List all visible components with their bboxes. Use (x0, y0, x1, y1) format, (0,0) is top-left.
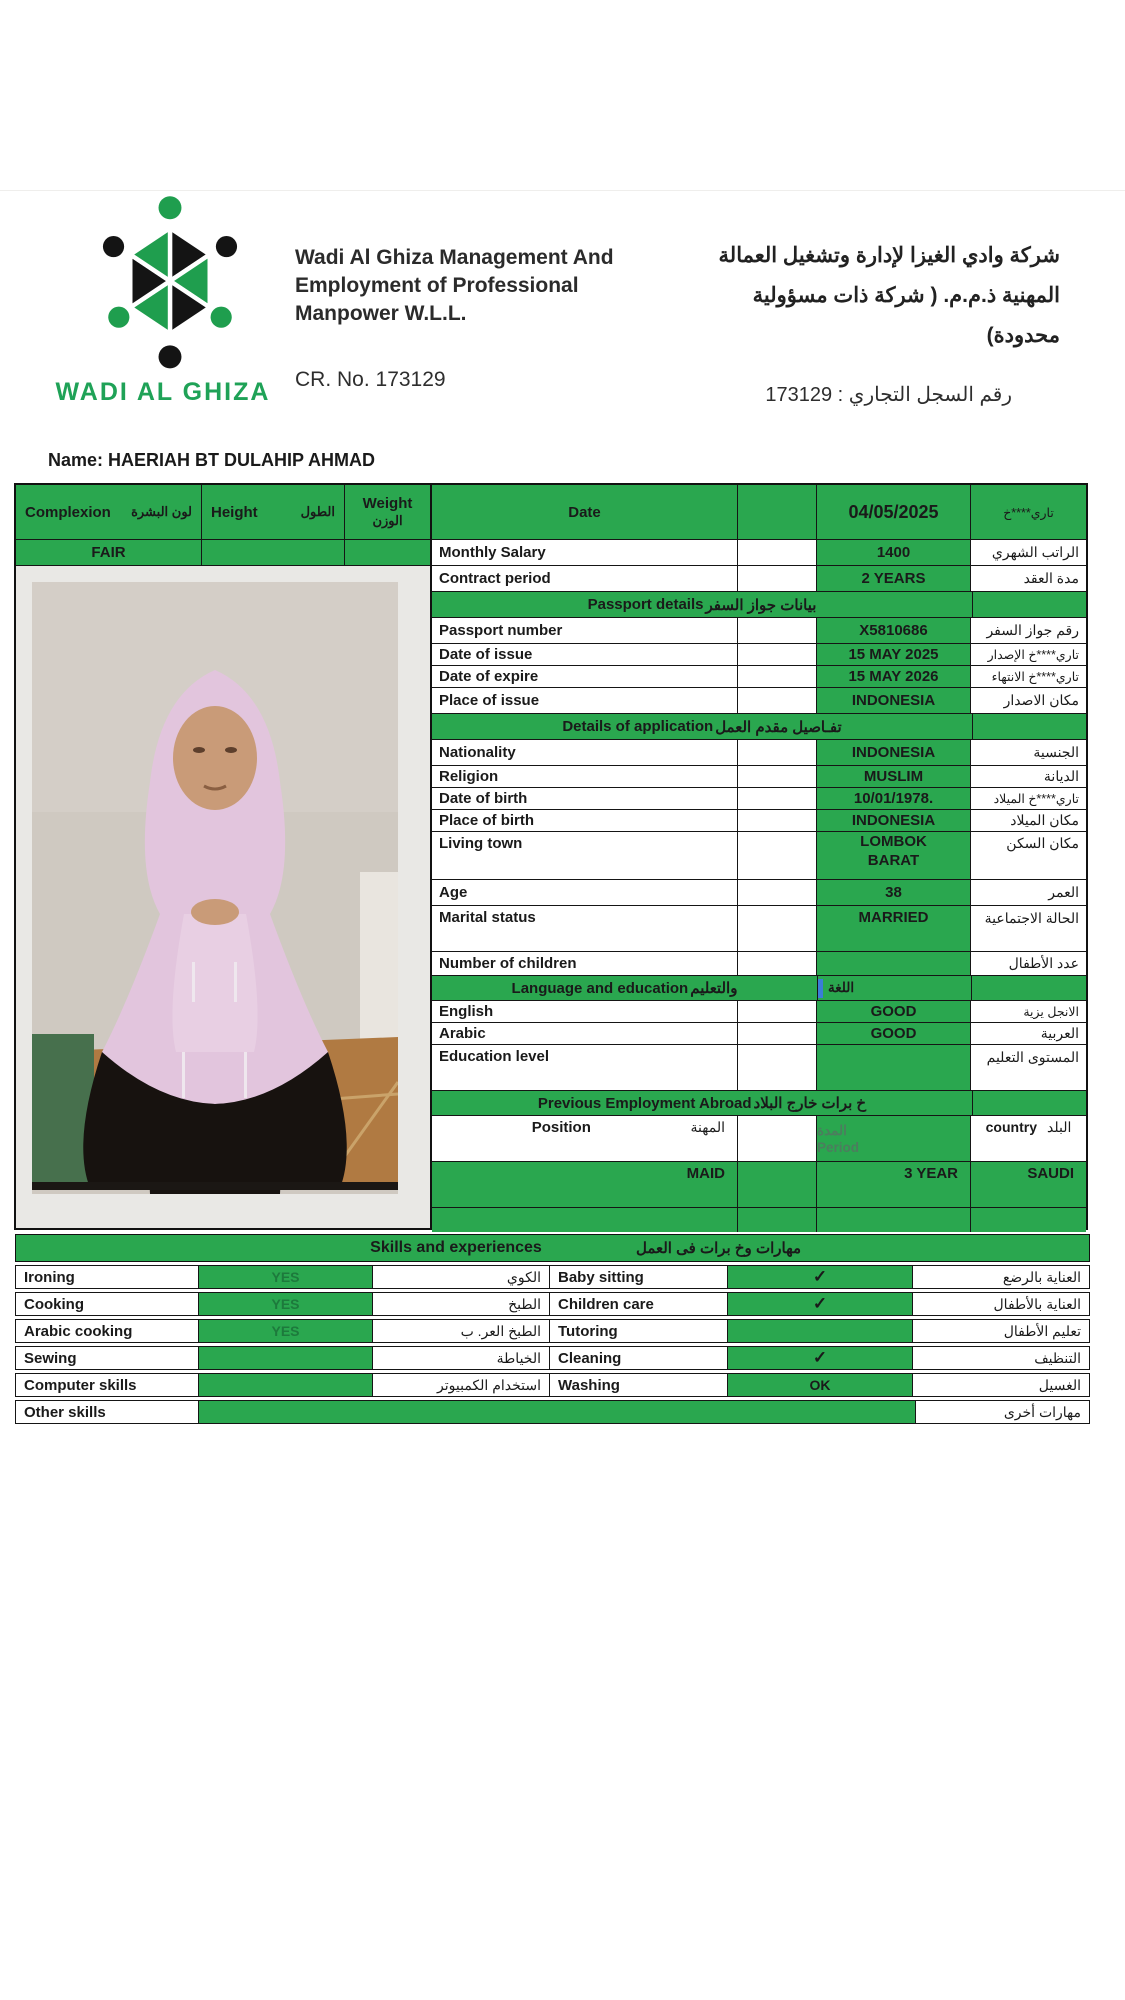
other-skills-label: Other skills (16, 1401, 199, 1423)
monthly-salary-label: Monthly Salary (432, 540, 738, 565)
height-label-ar: الطول (300, 504, 335, 519)
washing-label-ar: الغسيل (1038, 1376, 1081, 1393)
arabic-row (432, 1023, 1086, 1045)
page-top-edge (0, 190, 1125, 191)
language-lang-label-ar: اللغة (828, 980, 855, 995)
marital-status-label-ar: الحالة الاجتماعية (984, 910, 1079, 926)
cleaning-label-ar: التنظيف (1034, 1349, 1081, 1366)
children-care-check-icon: ✓ (728, 1293, 913, 1315)
contract-period-label: Contract period (432, 566, 738, 591)
physical-header-row (16, 485, 430, 540)
date-of-issue-label-ar: تاري****خ الإصدار (987, 648, 1079, 662)
skill-row-ironing-babysitting (15, 1265, 1090, 1289)
spacer-cell (738, 1116, 817, 1161)
info-table-right-section (432, 485, 1086, 1228)
other-skills-label-ar: مهارات أخرى (1003, 1403, 1081, 1420)
skills-table (15, 1234, 1090, 1424)
language-title-en: Language and education (511, 979, 689, 997)
nationality-label-ar: الجنسية (1033, 744, 1079, 760)
washing-label: Washing (550, 1374, 728, 1396)
ironing-label: Ironing (16, 1266, 199, 1288)
sewing-label: Sewing (16, 1347, 199, 1369)
contract-period-row (432, 566, 1086, 592)
spacer-cell (738, 566, 817, 591)
date-of-expire-label-ar: تاري****خ الانتهاء (991, 670, 1079, 684)
living-town-label: Living town (432, 832, 738, 879)
marital-status-row (432, 906, 1086, 952)
height-header-cell (202, 485, 345, 539)
religion-row (432, 766, 1086, 788)
age-value: 38 (817, 880, 971, 905)
marital-status-label: Marital status (432, 906, 738, 951)
monthly-salary-label-ar: الراتب الشهري (991, 544, 1079, 560)
passport-details-band (432, 592, 973, 617)
place-of-issue-label-ar: مكان الاصدار (1003, 692, 1079, 708)
spacer-cell (738, 788, 817, 809)
religion-value: MUSLIM (817, 766, 971, 787)
company-name-en-line2: Employment of Professional (295, 274, 579, 297)
computer-skills-value (199, 1374, 373, 1396)
cooking-label: Cooking (16, 1293, 199, 1315)
skill-row-other-skills (15, 1400, 1090, 1424)
spacer-cell (738, 740, 817, 765)
details-title-en: Details of application (562, 718, 714, 735)
date-value: 04/05/2025 (817, 485, 971, 539)
ironing-value: YES (199, 1266, 373, 1288)
empty-cell (738, 1208, 817, 1232)
details-of-application-band-row (432, 714, 1086, 740)
date-of-expire-value: 15 MAY 2026 (817, 666, 971, 687)
religion-label-ar: الديانة (1043, 768, 1079, 784)
place-of-birth-value: INDONESIA (817, 810, 971, 831)
passport-details-title-en: Passport details (587, 596, 704, 613)
skill-row-computer-washing (15, 1373, 1090, 1397)
position-header-cell (432, 1116, 738, 1161)
weight-label-ar: الوزن (372, 513, 403, 528)
country-label-ar: البلد (1046, 1119, 1072, 1135)
blue-marker (818, 979, 823, 998)
spacer-cell (738, 688, 817, 713)
children-care-label: Children care (550, 1293, 728, 1315)
language-band (432, 976, 818, 1000)
spacer-cell (738, 1023, 817, 1044)
cleaning-label: Cleaning (550, 1347, 728, 1369)
contract-period-value: 2 YEARS (817, 566, 971, 591)
date-row (432, 485, 1086, 540)
company-name-en (295, 244, 614, 328)
children-row (432, 952, 1086, 976)
tutoring-value (728, 1320, 913, 1342)
details-title-ar: تفـاصيل مقدم العمل (715, 718, 842, 736)
arabic-label: Arabic (432, 1023, 738, 1044)
tutoring-label-ar: تعليم الأطفال (1003, 1322, 1081, 1339)
nationality-label: Nationality (432, 740, 738, 765)
cooking-value: YES (199, 1293, 373, 1315)
complexion-label: Complexion (25, 503, 111, 521)
arabic-cooking-label: Arabic cooking (16, 1320, 199, 1342)
company-logo-icon (95, 192, 245, 370)
place-of-issue-label: Place of issue (432, 688, 738, 713)
skills-title-en: Skills and experiences (370, 1239, 542, 1256)
contract-period-label-ar: مدة العقد (1023, 570, 1079, 586)
employment-period-value: 3 YEAR (817, 1162, 971, 1207)
date-of-birth-label: Date of birth (432, 788, 738, 809)
company-name-ar-line3: محدودة) (986, 324, 1060, 347)
weight-value (345, 540, 430, 565)
ironing-label-ar: الكوي (373, 1266, 550, 1288)
living-town-row (432, 832, 1086, 880)
complexion-header-cell (16, 485, 202, 539)
height-value (202, 540, 345, 565)
info-table-left-section (16, 485, 432, 1228)
education-level-label: Education level (432, 1045, 738, 1090)
empty-cell (817, 1208, 971, 1232)
date-of-birth-row (432, 788, 1086, 810)
photo-cell (16, 566, 430, 1228)
physical-value-row (16, 540, 430, 566)
cleaning-check-icon: ✓ (728, 1347, 913, 1369)
previous-employment-title-ar: خ برات خارج البلاد (753, 1095, 867, 1112)
band-spacer-cell (973, 1091, 1086, 1115)
cooking-label-ar: الطبخ (373, 1293, 550, 1315)
computer-skills-label-ar: استخدام الكمبيوتر (373, 1374, 550, 1396)
empty-record-row (432, 1208, 1086, 1232)
place-of-issue-row (432, 688, 1086, 714)
tutoring-label: Tutoring (550, 1320, 728, 1342)
english-label-ar: الانجل يزية (1023, 1005, 1079, 1019)
children-label-ar: عدد الأطفال (1008, 955, 1079, 971)
sewing-value (199, 1347, 373, 1369)
age-label: Age (432, 880, 738, 905)
date-of-birth-value: 10/01/1978. (817, 788, 971, 809)
children-label: Number of children (432, 952, 738, 975)
age-label-ar: العمر (1048, 884, 1079, 900)
language-band-row (432, 976, 1086, 1001)
empty-cell (432, 1208, 738, 1232)
skills-title-ar: مهارات وخ برات فى العمل (635, 1240, 802, 1257)
date-of-issue-value: 15 MAY 2025 (817, 644, 971, 665)
passport-details-title-ar: بيانات جواز السفر (705, 596, 817, 614)
period-header-cell (817, 1116, 971, 1161)
spacer-cell (738, 832, 817, 879)
applicant-info-table (14, 483, 1088, 1230)
spacer-cell (738, 880, 817, 905)
date-of-expire-label: Date of expire (432, 666, 738, 687)
spacer-cell (738, 952, 817, 975)
date-of-issue-row (432, 644, 1086, 666)
passport-details-band-row (432, 592, 1086, 618)
applicant-photo (32, 582, 398, 1194)
weight-label: Weight (362, 495, 413, 512)
place-of-issue-value: INDONESIA (817, 688, 971, 713)
language-lang-cell (818, 976, 972, 1000)
details-of-application-band (432, 714, 973, 739)
english-value: GOOD (817, 1001, 971, 1022)
washing-value: OK (728, 1374, 913, 1396)
date-of-issue-label: Date of issue (432, 644, 738, 665)
weight-header-cell (345, 485, 430, 539)
applicant-name: Name: HAERIAH BT DULAHIP AHMAD (48, 450, 376, 470)
passport-number-row (432, 618, 1086, 644)
previous-employment-title-en: Previous Employment Abroad (537, 1094, 752, 1112)
english-row (432, 1001, 1086, 1023)
passport-number-label: Passport number (432, 618, 738, 643)
country-header-cell (971, 1116, 1086, 1161)
children-value (817, 952, 971, 975)
complexion-value: FAIR (16, 540, 202, 565)
band-spacer-cell (973, 714, 1086, 739)
education-level-value (817, 1045, 971, 1090)
position-header-row (432, 1116, 1086, 1162)
spacer-cell (738, 810, 817, 831)
skill-row-cooking-childrencare (15, 1292, 1090, 1316)
complexion-label-ar: لون البشرة (131, 504, 192, 519)
baby-sitting-check-icon: ✓ (728, 1266, 913, 1288)
company-name-ar-line2: المهنية ذ.م.م. ( شركة ذات مسؤولية (752, 284, 1060, 307)
education-level-label-ar: المستوى التعليم (986, 1049, 1079, 1065)
other-skills-value (199, 1401, 916, 1423)
education-level-row (432, 1045, 1086, 1091)
company-name-ar (640, 236, 1060, 356)
living-town-value: LOMBOK BARAT (817, 832, 971, 879)
nationality-value: INDONESIA (817, 740, 971, 765)
spacer-cell (738, 540, 817, 565)
previous-employment-band-row (432, 1091, 1086, 1116)
employment-position-value: MAID (432, 1162, 738, 1207)
passport-number-label-ar: رقم جواز السفر (986, 622, 1079, 638)
language-title-ar: والتعليم (690, 980, 738, 997)
logo-wordmark: WADI AL GHIZA (55, 378, 271, 406)
spacer-cell (738, 666, 817, 687)
living-town-label-ar: مكان السكن (1006, 835, 1079, 851)
position-label: Position (531, 1119, 591, 1136)
band-spacer-cell (973, 592, 1086, 617)
date-spacer-cell (738, 485, 817, 539)
baby-sitting-label-ar: العناية بالرضع (1002, 1268, 1081, 1285)
spacer-cell (738, 1162, 817, 1207)
spacer-cell (738, 766, 817, 787)
arabic-cooking-label-ar: الطبخ العر. ب (373, 1320, 550, 1342)
date-label-ar: تاري****خ (971, 485, 1086, 539)
empty-cell (971, 1208, 1086, 1232)
country-label-en: country (985, 1119, 1037, 1135)
passport-number-value: X5810686 (817, 618, 971, 643)
date-of-birth-label-ar: تاري****خ الميلاد (993, 792, 1079, 806)
spacer-cell (738, 618, 817, 643)
skills-header-band (15, 1234, 1090, 1262)
date-of-expire-row (432, 666, 1086, 688)
company-name-ar-line1: شركة وادي الغيزا لإدارة وتشغيل العمالة (718, 244, 1060, 267)
band-spacer-cell (972, 976, 1086, 1000)
previous-employment-band (432, 1091, 973, 1115)
company-name-en-line1: Wadi Al Ghiza Management And (295, 246, 614, 269)
sewing-label-ar: الخياطة (373, 1347, 550, 1369)
place-of-birth-label-ar: مكان الميلاد (1010, 812, 1079, 828)
skill-row-sewing-cleaning (15, 1346, 1090, 1370)
arabic-value: GOOD (817, 1023, 971, 1044)
spacer-cell (738, 644, 817, 665)
place-of-birth-label: Place of birth (432, 810, 738, 831)
spacer-cell (738, 1045, 817, 1090)
cr-number-en: CR. No. 173129 (295, 368, 446, 391)
english-label: English (432, 1001, 738, 1022)
date-label: Date (432, 485, 738, 539)
monthly-salary-value: 1400 (817, 540, 971, 565)
position-label-ar: المهنة (690, 1119, 725, 1135)
children-care-label-ar: العناية بالأطفال (993, 1295, 1081, 1312)
employment-record-row (432, 1162, 1086, 1208)
monthly-salary-row (432, 540, 1086, 566)
cr-number-ar: رقم السجل التجاري : 173129 (765, 384, 1012, 406)
period-label-en: Period (817, 1139, 860, 1155)
employment-country-value: SAUDI (971, 1162, 1086, 1207)
nationality-row (432, 740, 1086, 766)
height-label: Height (211, 503, 258, 521)
arabic-cooking-value: YES (199, 1320, 373, 1342)
company-name-en-line3: Manpower W.L.L. (295, 302, 467, 325)
spacer-cell (738, 1001, 817, 1022)
marital-status-value: MARRIED (817, 906, 971, 951)
place-of-birth-row (432, 810, 1086, 832)
age-row (432, 880, 1086, 906)
spacer-cell (738, 906, 817, 951)
religion-label: Religion (432, 766, 738, 787)
baby-sitting-label: Baby sitting (550, 1266, 728, 1288)
computer-skills-label: Computer skills (16, 1374, 199, 1396)
skill-row-arabiccooking-tutoring (15, 1319, 1090, 1343)
period-label-ar: المدة (817, 1122, 847, 1138)
arabic-label-ar: العربية (1040, 1025, 1079, 1041)
